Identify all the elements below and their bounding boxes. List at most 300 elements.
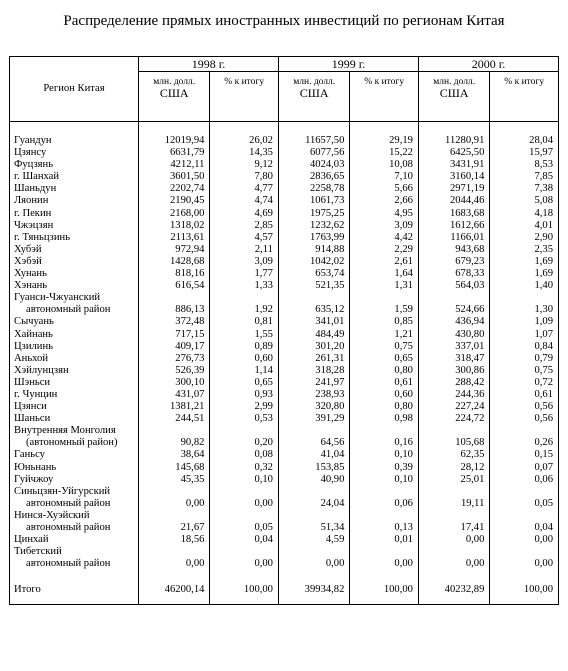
table-row bbox=[10, 232, 559, 244]
percent-cell bbox=[350, 486, 419, 510]
region-cell bbox=[10, 171, 139, 183]
percent-cell bbox=[210, 341, 279, 353]
cell-text: 12019,94 bbox=[164, 135, 205, 146]
region-cell bbox=[10, 449, 139, 461]
value-cell bbox=[139, 365, 210, 377]
cell-text: 4,74 bbox=[254, 195, 273, 207]
percent-cell bbox=[490, 546, 559, 570]
percent-cell bbox=[350, 232, 419, 244]
value-cell bbox=[139, 425, 210, 449]
percent-cell bbox=[350, 341, 419, 353]
value-cell bbox=[278, 570, 349, 605]
percent-cell bbox=[210, 449, 279, 461]
percent-cell bbox=[490, 171, 559, 183]
cell-text: 21,67 bbox=[180, 521, 205, 533]
value-cell bbox=[418, 329, 489, 341]
region-name: Цинхай bbox=[14, 534, 49, 546]
percent-cell bbox=[490, 353, 559, 365]
cell-text: 29,19 bbox=[389, 135, 413, 146]
cell-text: 1763,99 bbox=[309, 231, 345, 243]
region-name: Гуйчжоу bbox=[14, 473, 54, 485]
percent-cell bbox=[210, 425, 279, 449]
value-cell bbox=[418, 316, 489, 328]
table-row bbox=[10, 377, 559, 389]
region-name: Ганьсу bbox=[14, 449, 45, 461]
cell-text: 4,59 bbox=[325, 534, 345, 546]
percent-cell bbox=[490, 159, 559, 171]
percent-cell bbox=[210, 122, 279, 148]
percent-cell bbox=[350, 292, 419, 316]
value-cell bbox=[278, 280, 349, 292]
cell-text: 15,97 bbox=[529, 147, 553, 159]
cell-text: 4,57 bbox=[254, 231, 273, 243]
cell-text: 0,26 bbox=[534, 437, 553, 449]
table-row bbox=[10, 147, 559, 159]
percent-cell bbox=[490, 244, 559, 256]
value-cell bbox=[278, 377, 349, 389]
cell-text: 28,04 bbox=[529, 135, 553, 146]
table-row bbox=[10, 171, 559, 183]
cell-text: 1,31 bbox=[394, 280, 413, 292]
value-cell bbox=[278, 159, 349, 171]
percent-cell bbox=[490, 377, 559, 389]
value-cell bbox=[418, 425, 489, 449]
cell-text: 318,28 bbox=[315, 364, 345, 376]
value-cell bbox=[139, 171, 210, 183]
region-name: Хэнань bbox=[14, 280, 48, 292]
cell-text: 484,49 bbox=[315, 328, 345, 340]
cell-text: 0,56 bbox=[534, 401, 553, 413]
cell-text: 4,69 bbox=[254, 207, 273, 219]
value-cell bbox=[139, 353, 210, 365]
percent-cell bbox=[490, 256, 559, 268]
cell-text: 241,97 bbox=[315, 376, 345, 388]
value-cell bbox=[139, 292, 210, 316]
cell-text: 0,10 bbox=[394, 473, 413, 485]
cell-text: 3,09 bbox=[394, 219, 413, 231]
cell-text: 0,07 bbox=[534, 461, 553, 473]
cell-text: 0,06 bbox=[394, 497, 413, 509]
cell-text: 0,00 bbox=[185, 497, 205, 509]
cell-text: 0,00 bbox=[534, 558, 553, 570]
value-cell bbox=[278, 474, 349, 486]
value-cell bbox=[278, 316, 349, 328]
percent-cell bbox=[490, 268, 559, 280]
percent-cell bbox=[490, 208, 559, 220]
table-row bbox=[10, 546, 559, 570]
cell-text: 4,42 bbox=[394, 231, 413, 243]
value-cell bbox=[418, 534, 489, 546]
cell-text: 7,38 bbox=[534, 183, 553, 195]
table-row bbox=[10, 195, 559, 207]
percent-cell bbox=[210, 159, 279, 171]
percent-cell bbox=[490, 232, 559, 244]
cell-text: 39934,82 bbox=[304, 584, 345, 596]
table-row bbox=[10, 122, 559, 148]
value-cell bbox=[418, 159, 489, 171]
cell-text: 0,32 bbox=[254, 461, 273, 473]
cell-text: 25,01 bbox=[460, 473, 485, 485]
percent-cell bbox=[210, 546, 279, 570]
value-cell bbox=[418, 389, 489, 401]
investment-table bbox=[9, 56, 559, 605]
cell-text: 564,03 bbox=[455, 280, 485, 292]
value-cell bbox=[418, 365, 489, 377]
value-cell bbox=[278, 268, 349, 280]
percent-cell bbox=[210, 486, 279, 510]
region-cell bbox=[10, 232, 139, 244]
cell-text: 320,80 bbox=[315, 401, 345, 413]
cell-text: 0,60 bbox=[254, 352, 273, 364]
percent-cell bbox=[210, 510, 279, 534]
value-cell bbox=[278, 329, 349, 341]
cell-text: 0,00 bbox=[254, 558, 273, 570]
percent-cell bbox=[350, 365, 419, 377]
cell-text: 19,11 bbox=[460, 497, 485, 509]
cell-text: 0,75 bbox=[534, 364, 553, 376]
value-cell bbox=[139, 570, 210, 605]
cell-text: 436,94 bbox=[455, 316, 485, 328]
percent-cell bbox=[210, 268, 279, 280]
cell-text: 41,04 bbox=[320, 449, 345, 461]
cell-text: 886,13 bbox=[175, 304, 205, 316]
cell-text: 6077,56 bbox=[309, 147, 345, 159]
cell-text: 1,69 bbox=[534, 255, 553, 267]
cell-text: 914,88 bbox=[315, 243, 345, 255]
value-cell bbox=[139, 462, 210, 474]
cell-text: 288,42 bbox=[455, 376, 485, 388]
cell-text: 0,00 bbox=[185, 558, 205, 570]
cell-text: 0,89 bbox=[254, 340, 273, 352]
value-cell bbox=[418, 546, 489, 570]
region-name: Итого bbox=[14, 584, 41, 596]
value-cell bbox=[139, 329, 210, 341]
cell-text: 0,98 bbox=[394, 413, 413, 425]
value-cell bbox=[278, 425, 349, 449]
region-cell bbox=[10, 389, 139, 401]
cell-text: 45,35 bbox=[180, 473, 205, 485]
cell-text: 524,66 bbox=[455, 304, 485, 316]
percent-cell bbox=[350, 208, 419, 220]
cell-text: 2,11 bbox=[254, 243, 273, 255]
value-cell bbox=[418, 474, 489, 486]
cell-text: 679,23 bbox=[455, 255, 485, 267]
region-cell bbox=[10, 316, 139, 328]
table-row bbox=[10, 474, 559, 486]
percent-cell bbox=[350, 171, 419, 183]
table-row bbox=[10, 268, 559, 280]
percent-cell bbox=[490, 365, 559, 377]
cell-text: 526,39 bbox=[175, 364, 205, 376]
region-name: Цзилинь bbox=[14, 340, 53, 352]
value-cell bbox=[139, 546, 210, 570]
cell-text: 1612,66 bbox=[449, 219, 485, 231]
value-cell bbox=[278, 413, 349, 425]
table-row bbox=[10, 462, 559, 474]
region-name: Шэньси bbox=[14, 376, 51, 388]
cell-text: 100,00 bbox=[383, 584, 413, 596]
value-cell bbox=[418, 256, 489, 268]
cell-text: 7,85 bbox=[534, 171, 553, 183]
cell-text: 0,53 bbox=[254, 413, 273, 425]
cell-text: 1,92 bbox=[254, 304, 273, 316]
region-name: Ляонин bbox=[14, 195, 49, 207]
value-cell bbox=[139, 449, 210, 461]
cell-text: 1,40 bbox=[534, 280, 553, 292]
value-cell bbox=[418, 268, 489, 280]
percent-cell bbox=[350, 195, 419, 207]
cell-text: 0,00 bbox=[534, 534, 553, 546]
cell-text: 244,36 bbox=[455, 388, 485, 400]
table-row bbox=[10, 389, 559, 401]
region-cell bbox=[10, 341, 139, 353]
region-cell bbox=[10, 377, 139, 389]
year-header-1999: 1999 г. bbox=[278, 57, 418, 72]
cell-text: 0,16 bbox=[394, 437, 413, 449]
cell-text: 0,00 bbox=[254, 497, 273, 509]
percent-cell bbox=[210, 244, 279, 256]
cell-text: 1318,02 bbox=[169, 219, 205, 231]
unit-header bbox=[139, 72, 210, 122]
percent-cell bbox=[210, 353, 279, 365]
cell-text: 100,00 bbox=[523, 584, 553, 596]
cell-text: 717,15 bbox=[175, 328, 205, 340]
region-name: Хэбэй bbox=[14, 255, 42, 267]
cell-text: 11657,50 bbox=[305, 135, 345, 146]
cell-text: 0,06 bbox=[534, 473, 553, 485]
value-cell bbox=[139, 220, 210, 232]
cell-text: 521,35 bbox=[315, 280, 345, 292]
region-cell bbox=[10, 365, 139, 377]
percent-cell bbox=[350, 474, 419, 486]
cell-text: 431,07 bbox=[175, 388, 205, 400]
value-cell bbox=[139, 122, 210, 148]
percent-cell bbox=[210, 208, 279, 220]
value-cell bbox=[278, 220, 349, 232]
cell-text: 46200,14 bbox=[164, 584, 205, 596]
cell-text: 0,20 bbox=[254, 437, 273, 449]
cell-text: 2168,00 bbox=[169, 207, 205, 219]
cell-text: 1042,02 bbox=[309, 255, 345, 267]
region-name: г. Пекин bbox=[14, 207, 52, 219]
percent-cell bbox=[210, 316, 279, 328]
cell-text: 318,47 bbox=[455, 352, 485, 364]
cell-text: 11280,91 bbox=[445, 135, 485, 146]
region-name: Цзянси bbox=[14, 401, 47, 413]
value-cell bbox=[418, 183, 489, 195]
cell-text: 653,74 bbox=[315, 268, 345, 280]
cell-text: 1,14 bbox=[254, 364, 273, 376]
percent-cell bbox=[350, 377, 419, 389]
region-name: Тибетский bbox=[14, 546, 62, 558]
unit-header-line2: США bbox=[439, 86, 469, 100]
cell-text: 0,79 bbox=[534, 352, 553, 364]
value-cell bbox=[418, 292, 489, 316]
percent-cell bbox=[490, 292, 559, 316]
table-row bbox=[10, 220, 559, 232]
cell-text: 1232,62 bbox=[309, 219, 345, 231]
region-name: Хубэй bbox=[14, 243, 42, 255]
value-cell bbox=[139, 183, 210, 195]
percent-cell bbox=[490, 195, 559, 207]
cell-text: 1975,25 bbox=[309, 207, 345, 219]
cell-text: 0,01 bbox=[394, 534, 413, 546]
cell-text: 1381,21 bbox=[169, 401, 205, 413]
value-cell bbox=[418, 122, 489, 148]
region-cell bbox=[10, 474, 139, 486]
percent-cell bbox=[490, 462, 559, 474]
region-name: Шаньси bbox=[14, 413, 51, 425]
cell-text: 616,54 bbox=[175, 280, 205, 292]
value-cell bbox=[139, 244, 210, 256]
value-cell bbox=[278, 208, 349, 220]
cell-text: 224,72 bbox=[455, 413, 485, 425]
cell-text: 0,13 bbox=[394, 521, 413, 533]
cell-text: 943,68 bbox=[455, 243, 485, 255]
value-cell bbox=[139, 474, 210, 486]
cell-text: 2971,19 bbox=[449, 183, 485, 195]
region-name: г. Шанхай bbox=[14, 171, 60, 183]
region-cell bbox=[10, 244, 139, 256]
region-name: Синьцзян-Уйгурский bbox=[14, 485, 111, 497]
cell-text: 3,09 bbox=[254, 255, 273, 267]
percent-cell bbox=[490, 316, 559, 328]
cell-text: 0,15 bbox=[534, 449, 553, 461]
cell-text: 1,09 bbox=[534, 316, 553, 328]
cell-text: 0,00 bbox=[465, 534, 485, 546]
cell-text: 0,56 bbox=[534, 413, 553, 425]
table-row bbox=[10, 329, 559, 341]
value-cell bbox=[139, 208, 210, 220]
table-row bbox=[10, 256, 559, 268]
value-cell bbox=[418, 280, 489, 292]
percent-cell bbox=[210, 280, 279, 292]
percent-cell bbox=[490, 183, 559, 195]
table-row bbox=[10, 534, 559, 546]
value-cell bbox=[278, 401, 349, 413]
cell-text: 1061,73 bbox=[309, 195, 345, 207]
region-cell bbox=[10, 280, 139, 292]
region-name: Хайнань bbox=[14, 328, 53, 340]
table-row bbox=[10, 401, 559, 413]
percent-cell bbox=[350, 449, 419, 461]
percent-cell bbox=[350, 256, 419, 268]
region-cell bbox=[10, 546, 139, 570]
cell-text: 2,66 bbox=[394, 195, 413, 207]
cell-text: 4,77 bbox=[254, 183, 273, 195]
value-cell bbox=[418, 486, 489, 510]
cell-text: 4212,11 bbox=[170, 159, 205, 171]
region-name: автономный район bbox=[26, 304, 111, 316]
cell-text: 0,10 bbox=[254, 473, 273, 485]
percent-cell bbox=[350, 244, 419, 256]
unit-header-line1: млн. долл. bbox=[293, 77, 336, 87]
cell-text: 62,35 bbox=[460, 449, 485, 461]
value-cell bbox=[418, 462, 489, 474]
cell-text: 2258,78 bbox=[309, 183, 345, 195]
region-cell bbox=[10, 462, 139, 474]
percent-cell bbox=[210, 474, 279, 486]
region-cell bbox=[10, 413, 139, 425]
value-cell bbox=[418, 570, 489, 605]
percent-cell bbox=[350, 510, 419, 534]
percent-cell bbox=[490, 510, 559, 534]
region-cell bbox=[10, 220, 139, 232]
cell-text: 972,94 bbox=[175, 243, 205, 255]
region-cell bbox=[10, 486, 139, 510]
table-row bbox=[10, 316, 559, 328]
percent-cell bbox=[210, 329, 279, 341]
region-cell bbox=[10, 183, 139, 195]
value-cell bbox=[278, 122, 349, 148]
value-cell bbox=[418, 401, 489, 413]
page-title: Распределение прямых иностранных инвестиций по регионам Китая bbox=[63, 13, 505, 29]
region-name: Шаньдун bbox=[14, 183, 57, 195]
cell-text: 2,35 bbox=[534, 243, 553, 255]
cell-text: 1,69 bbox=[534, 268, 553, 280]
percent-cell bbox=[350, 425, 419, 449]
table-row bbox=[10, 510, 559, 534]
cell-text: 227,24 bbox=[455, 401, 485, 413]
cell-text: 0,61 bbox=[394, 376, 413, 388]
percent-cell bbox=[210, 365, 279, 377]
cell-text: 26,02 bbox=[249, 135, 273, 146]
region-cell bbox=[10, 510, 139, 534]
cell-text: 145,68 bbox=[175, 461, 205, 473]
cell-text: 0,00 bbox=[325, 558, 345, 570]
region-name: Аньхой bbox=[14, 352, 49, 364]
region-cell bbox=[10, 195, 139, 207]
region-cell bbox=[10, 425, 139, 449]
value-cell bbox=[418, 208, 489, 220]
cell-text: 8,53 bbox=[534, 159, 553, 171]
value-cell bbox=[278, 449, 349, 461]
cell-text: 17,41 bbox=[460, 521, 485, 533]
region-cell bbox=[10, 353, 139, 365]
cell-text: 1166,01 bbox=[450, 231, 485, 243]
cell-text: 28,12 bbox=[460, 461, 485, 473]
cell-text: 38,64 bbox=[180, 449, 205, 461]
cell-text: 0,80 bbox=[394, 364, 413, 376]
cell-text: 391,29 bbox=[315, 413, 345, 425]
percent-cell bbox=[490, 220, 559, 232]
table-row bbox=[10, 425, 559, 449]
percent-cell bbox=[210, 232, 279, 244]
percent-cell bbox=[490, 474, 559, 486]
region-column-header: Регион Китая bbox=[10, 57, 139, 122]
cell-text: 0,72 bbox=[534, 376, 553, 388]
cell-text: 4,01 bbox=[534, 219, 553, 231]
cell-text: 1,33 bbox=[254, 280, 273, 292]
table-row bbox=[10, 292, 559, 316]
cell-text: 409,17 bbox=[175, 340, 205, 352]
percent-cell bbox=[350, 389, 419, 401]
unit-header bbox=[278, 72, 349, 122]
region-name: г. Чунцин bbox=[14, 388, 58, 400]
cell-text: 40,90 bbox=[320, 473, 345, 485]
percent-cell bbox=[350, 413, 419, 425]
value-cell bbox=[139, 486, 210, 510]
value-cell bbox=[278, 171, 349, 183]
percent-cell bbox=[350, 329, 419, 341]
value-cell bbox=[139, 147, 210, 159]
cell-text: 3601,50 bbox=[169, 171, 205, 183]
cell-text: 244,51 bbox=[175, 413, 205, 425]
unit-header-line1: млн. долл. bbox=[433, 77, 476, 87]
cell-text: 1683,68 bbox=[449, 207, 485, 219]
value-cell bbox=[139, 232, 210, 244]
cell-text: 40232,89 bbox=[444, 584, 485, 596]
